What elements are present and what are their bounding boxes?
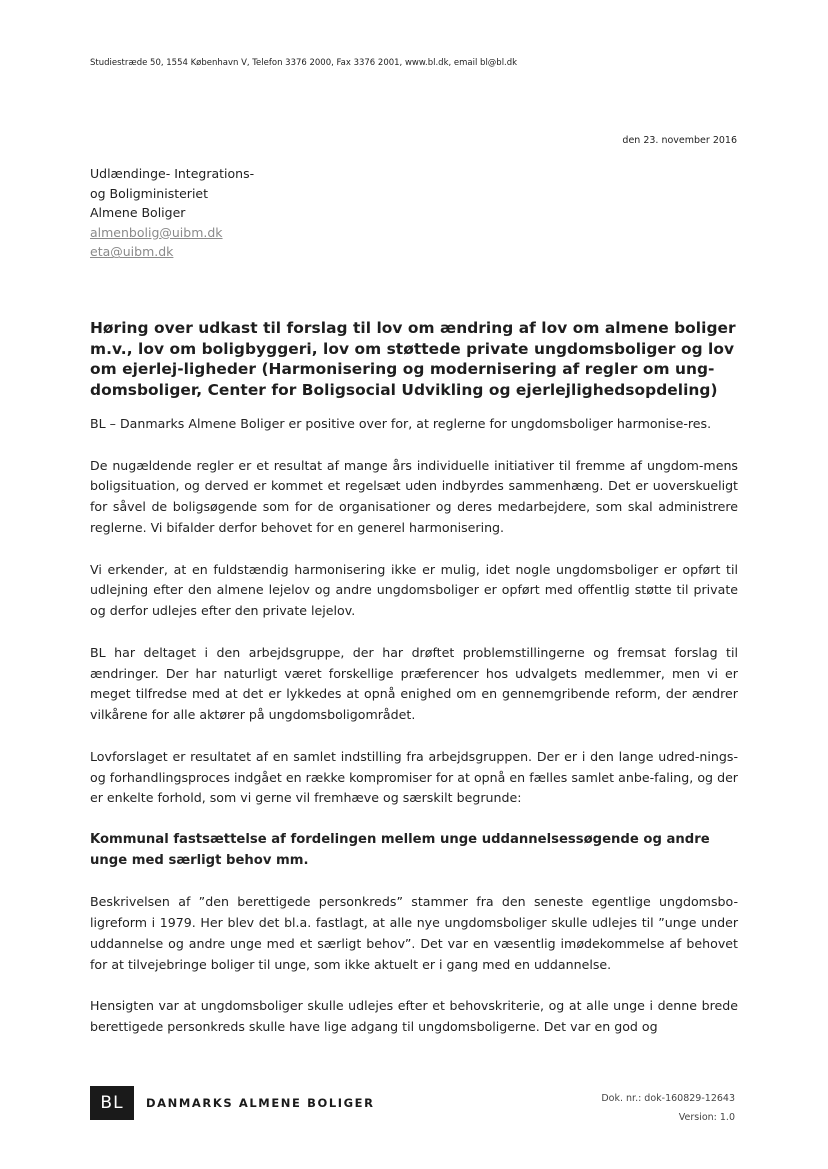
body-paragraph: Beskrivelsen af ”den berettigede personkreds” stammer fra den seneste egentlige ungdomsbo-ligreform i 1979. Her blev det bl.a. fastlagt, at alle nye ungdomsboliger skulle udlejes til ”unge under uddannelse og andre unge med et særligt behov”. Det var en væsentlig imødekommelse af behovet for at tilvejebringe boliger til unge, som ikke aktuelt er i gang med en uddannelse. — [90, 894, 738, 972]
body-paragraph: Hensigten var at ungdomsboliger skulle udlejes efter et behovskriterie, og at alle unge i denne brede berettigede personkreds skulle have lige adgang til ungdomsboligerne. Det var en god og — [90, 998, 738, 1035]
recipient-email-link[interactable]: eta@uibm.dk — [90, 244, 174, 260]
recipient-line: Almene Boliger — [90, 205, 186, 221]
recipient-email-link[interactable]: almenbolig@uibm.dk — [90, 224, 223, 240]
body-paragraph: Lovforslaget er resultatet af en samlet indstilling fra arbejdsgruppen. Der er i den lange udred-nings- og forhandlingsproces indgået en række kompromiser for at opnå en fælles samlet anbe-faling, og der er enkelte forhold, som vi gerne vil fremhæve og særskilt begrunde: — [90, 748, 738, 806]
footer-logo — [90, 1086, 375, 1120]
recipient-line: og Boligministeriet — [90, 185, 209, 201]
document-number: Dok. nr.: dok-160829-12643 — [601, 1093, 735, 1104]
body-paragraph: Vi erkender, at en fuldstændig harmonisering ikke er mulig, idet nogle ungdomsboliger er opført til udlejning efter den almene lejelov og andre ungdomsboliger er opført med offentlig støtte til private og derfor udlejes efter den private lejelov. — [90, 561, 738, 619]
organization-name: DANMARKS ALMENE BOLIGER — [146, 1096, 375, 1110]
letter-body — [90, 414, 738, 1059]
body-paragraph: BL – Danmarks Almene Boliger er positive over for, at reglerne for ungdomsboliger harmonise-res. — [90, 416, 712, 431]
document-title: Høring over udkast til forslag til lov om ændring af lov om almene boliger m.v., lov om boligbyggeri, lov om støttede private ungdomsboliger og lov om ejerlej-ligheder (Harmonisering og modernisering af regler om ung-domsboliger, Center for Boligsocial Udvikling og ejerlejlighedsopdeling) — [90, 319, 736, 399]
section-heading: Kommunal fastsættelse af fordelingen mellem unge uddannelsessøgende og andre unge med særligt behov mm. — [90, 831, 710, 868]
body-paragraph: BL har deltaget i den arbejdsgruppe, der har drøftet problemstillingerne og fremsat forslag til ændringer. Der har naturligt været forskellige præferencer hos udvalgets medlemmer, men vi er meget tilfredse med at det er lykkedes at opnå enighed om en gennemgribende reform, der ændrer vilkårene for alle aktører på ungdomsboligområdet. — [90, 644, 738, 723]
document-version: Version: 1.0 — [678, 1111, 735, 1123]
recipient-block — [90, 164, 254, 262]
bl-logo-mark: BL — [90, 1086, 134, 1120]
letter-date: den 23. november 2016 — [622, 135, 737, 146]
recipient-line: Udlændinge- Integrations- — [90, 166, 255, 181]
document-meta — [601, 1090, 735, 1127]
sender-address: Studiestræde 50, 1554 København V, Telefon 3376 2000, Fax 3376 2001, www.bl.dk, email bl@bl.dk — [90, 58, 518, 68]
body-paragraph: De nugældende regler er et resultat af mange års individuelle initiativer til fremme af ungdom-mens boligsituation, og derved er kommet et regelsæt uden indbyrdes sammenhæng. Det er uoverskueligt for såvel de boligsøgende som for de organisationer og deres medarbejdere, som skal administrere reglerne. Vi bifalder derfor behovet for en generel harmonisering. — [90, 457, 738, 535]
